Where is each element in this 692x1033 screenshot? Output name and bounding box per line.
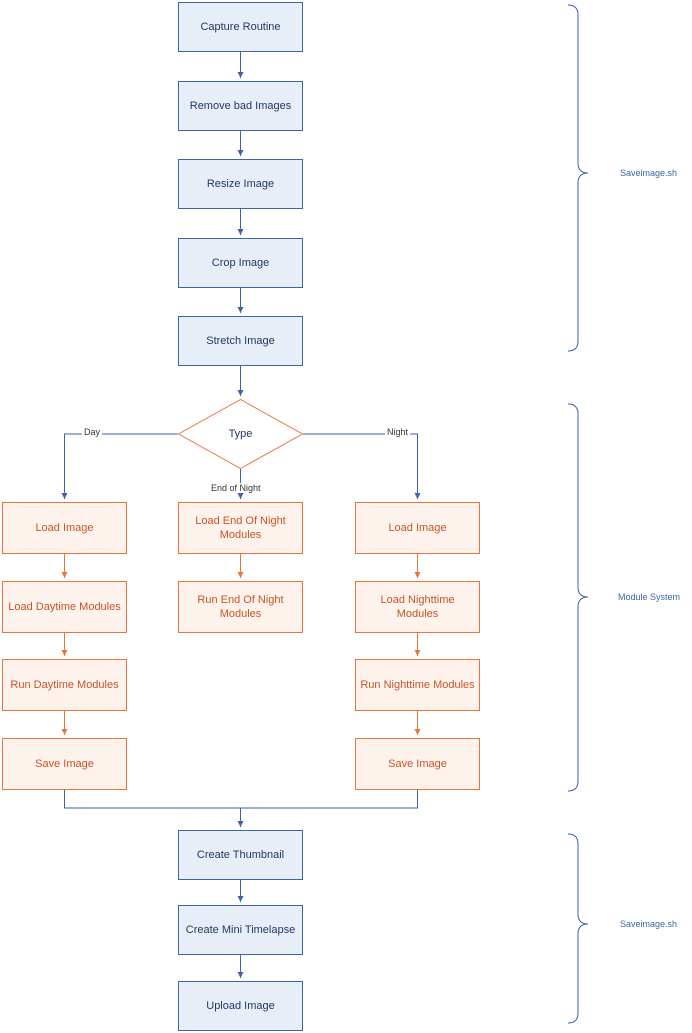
group-label-saveimage-top: Saveimage.sh	[620, 168, 678, 178]
node-label: Remove bad Images	[189, 100, 292, 112]
node-run-daytime-modules[interactable]	[2, 659, 127, 711]
node-label: Load Nighttime Modules	[380, 594, 455, 620]
node-crop-image[interactable]	[178, 238, 303, 288]
node-label: Load End Of Night Modules	[195, 515, 286, 541]
node-label: Load Daytime Modules	[8, 601, 121, 613]
node-remove-bad-images[interactable]	[178, 81, 303, 131]
node-load-image-day[interactable]	[2, 502, 127, 554]
node-label: Run Daytime Modules	[10, 679, 119, 691]
node-label: Run End Of Night Modules	[197, 594, 284, 620]
node-label: Capture Routine	[200, 21, 281, 33]
node-load-end-of-night-modules[interactable]	[178, 502, 303, 554]
edge-label-night: Night	[387, 427, 409, 437]
node-label: Create Thumbnail	[196, 849, 285, 861]
edge-label-day: Day	[84, 427, 101, 437]
node-label: Save Image	[35, 758, 94, 770]
node-run-end-of-night-modules[interactable]	[178, 581, 303, 633]
node-create-mini-timelapse[interactable]	[178, 905, 303, 955]
node-stretch-image[interactable]	[178, 316, 303, 366]
decision-type[interactable]	[178, 399, 303, 469]
node-label: Upload Image	[206, 1000, 275, 1012]
node-save-image-night[interactable]	[355, 738, 480, 790]
edge-label-end-of-night: End of Night	[211, 483, 261, 493]
node-label: Load Image	[388, 522, 447, 534]
node-load-daytime-modules[interactable]	[2, 581, 127, 633]
node-resize-image[interactable]	[178, 159, 303, 209]
node-label: Save Image	[388, 758, 447, 770]
node-label: Stretch Image	[206, 335, 275, 347]
node-label: Load Image	[35, 522, 94, 534]
node-save-image-day[interactable]	[2, 738, 127, 790]
node-label: Create Mini Timelapse	[185, 924, 296, 936]
group-label-module-system: Module System	[618, 592, 681, 602]
node-label: Run Nighttime Modules	[360, 679, 475, 691]
node-capture-routine[interactable]	[178, 2, 303, 52]
node-upload-image[interactable]	[178, 981, 303, 1031]
node-load-image-night[interactable]	[355, 502, 480, 554]
decision-label: Type	[228, 428, 253, 440]
group-label-saveimage-bottom: Saveimage.sh	[620, 919, 678, 929]
node-load-nighttime-modules[interactable]	[355, 581, 480, 633]
node-run-nighttime-modules[interactable]	[355, 659, 480, 711]
node-label: Crop Image	[211, 257, 270, 269]
node-label: Resize Image	[206, 178, 275, 190]
node-create-thumbnail[interactable]	[178, 830, 303, 880]
